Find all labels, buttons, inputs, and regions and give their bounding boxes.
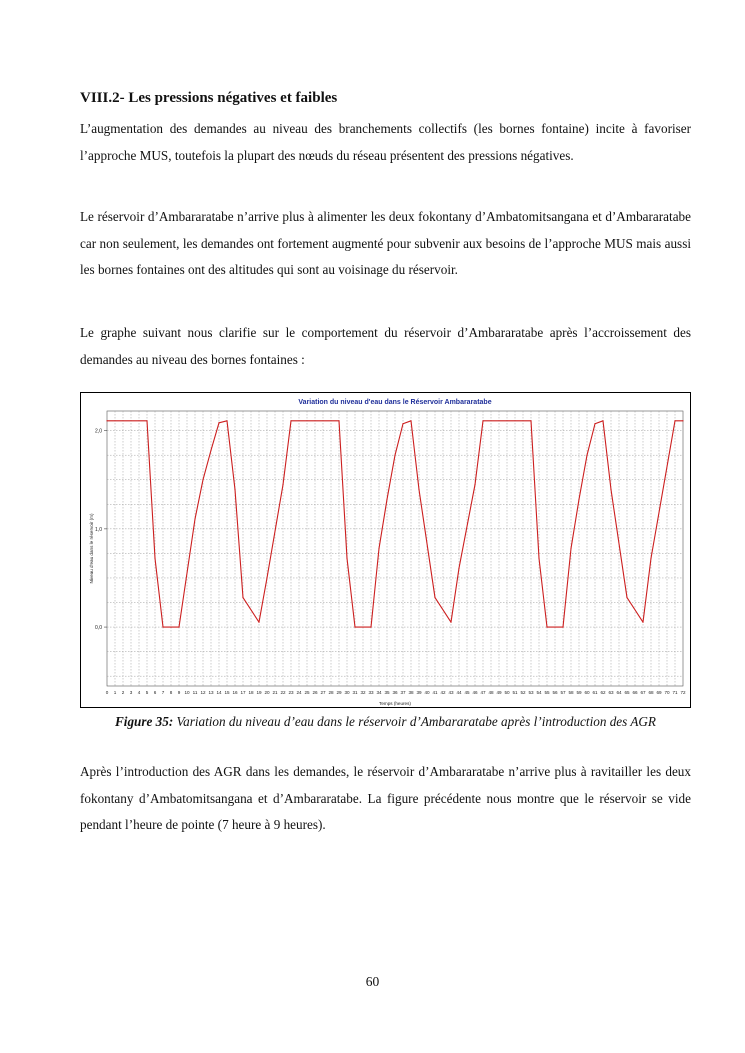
x-tick-label: 36 <box>392 690 398 695</box>
x-tick-label: 51 <box>512 690 518 695</box>
data-point <box>482 420 483 421</box>
water-level-chart <box>81 393 690 707</box>
data-point <box>346 558 347 559</box>
data-point <box>586 455 587 456</box>
x-tick-label: 15 <box>224 690 230 695</box>
y-tick-label: 1,0 <box>95 526 102 533</box>
x-tick-label: 14 <box>216 690 222 695</box>
chart-title: Variation du niveau d'eau dans le Réservoir Ambararatabe <box>298 399 492 406</box>
x-tick-label: 59 <box>576 690 582 695</box>
x-tick-label: 69 <box>656 690 662 695</box>
plot-area <box>107 411 683 686</box>
x-tick-label: 43 <box>448 690 454 695</box>
data-point <box>378 548 379 549</box>
x-tick-label: 20 <box>264 690 270 695</box>
x-tick-label: 71 <box>672 690 678 695</box>
data-point <box>258 622 259 623</box>
x-axis-label: Temps (heures) <box>379 701 411 706</box>
data-point <box>154 558 155 559</box>
data-point <box>234 489 235 490</box>
y-tick-label: 0,0 <box>95 625 102 632</box>
data-point <box>602 420 603 421</box>
x-tick-label: 12 <box>200 690 206 695</box>
x-tick-label: 49 <box>496 690 502 695</box>
x-tick-label: 19 <box>256 690 262 695</box>
x-tick-label: 67 <box>640 690 646 695</box>
x-tick-label: 22 <box>280 690 286 695</box>
data-point <box>434 597 435 598</box>
x-tick-label: 28 <box>328 690 334 695</box>
x-tick-label: 58 <box>568 690 574 695</box>
data-point <box>610 489 611 490</box>
x-tick-label: 72 <box>680 690 686 695</box>
x-tick-label: 27 <box>320 690 326 695</box>
data-point <box>674 420 675 421</box>
paragraph-graph-intro: Le graphe suivant nous clarifie sur le comportement du réservoir d’Ambararatabe après l’accroissement des demandes au niveau des bornes fontaines : <box>80 325 691 367</box>
data-point <box>194 518 195 519</box>
x-tick-label: 0 <box>105 690 109 695</box>
x-tick-label: 44 <box>456 690 462 695</box>
data-point <box>370 626 371 627</box>
figure-label: Figure 35: <box>114 714 174 729</box>
x-tick-label: 2 <box>121 690 125 695</box>
data-point <box>538 558 539 559</box>
x-tick-label: 9 <box>177 690 181 695</box>
x-tick-label: 32 <box>360 690 366 695</box>
x-tick-label: 64 <box>616 690 622 695</box>
y-tick-label: 2,0 <box>95 428 102 435</box>
data-point <box>266 577 267 578</box>
data-point <box>354 626 355 627</box>
data-point <box>402 423 403 424</box>
data-point <box>178 626 179 627</box>
paragraph-conclusion: Après l’introduction des AGR dans les demandes, le réservoir d’Ambararatabe n’arrive plus à ravitailler les deux fokontany d’Ambatomitsangana et d’Ambararatabe. La figure précédente nous montre que le réservoir se vide pendant l’heure de pointe (7 heure à 9 heures). <box>80 764 691 832</box>
x-tick-label: 40 <box>424 690 430 695</box>
paragraph-intro: L’augmentation des demandes au niveau des branchements collectifs (les bornes fontaine) incite à favoriser l’approche MUS, toutefois la plupart des nœuds du réseau présentent des pressions négatives. <box>80 121 691 163</box>
data-point <box>386 499 387 500</box>
x-tick-label: 23 <box>288 690 294 695</box>
page-number: 60 <box>365 974 380 989</box>
x-tick-label: 45 <box>464 690 470 695</box>
x-tick-label: 13 <box>208 690 214 695</box>
x-tick-label: 57 <box>560 690 566 695</box>
x-tick-label: 42 <box>440 690 446 695</box>
x-tick-label: 34 <box>376 690 382 695</box>
data-point <box>106 420 107 421</box>
figure-caption <box>80 713 691 730</box>
data-point <box>474 484 475 485</box>
x-tick-label: 35 <box>384 690 390 695</box>
x-tick-label: 53 <box>528 690 534 695</box>
data-point <box>162 626 163 627</box>
paragraph-reservoir: Le réservoir d’Ambararatabe n’arrive plus à alimenter les deux fokontany d’Ambatomitsangana et d’Ambararatabe car non seulement, les demandes ont fortement augmenté pour subvenir aux besoins de l’approche MUS mais aussi les bornes fontaines ont des altitudes qui sont au voisinage du réservoir. <box>80 209 691 277</box>
data-point <box>170 626 171 627</box>
data-point <box>578 499 579 500</box>
figure-caption-text: Variation du niveau d’eau dans le réservoir d’Ambararatabe après l’introduction des AGR <box>173 714 656 729</box>
x-tick-label: 3 <box>129 690 133 695</box>
x-tick-label: 24 <box>296 690 302 695</box>
data-point <box>682 420 683 421</box>
x-tick-label: 63 <box>608 690 614 695</box>
data-point <box>146 420 147 421</box>
x-tick-label: 52 <box>520 690 526 695</box>
y-axis-label: Niveau d'eau dans le réservoir (m) <box>89 513 94 584</box>
x-tick-label: 8 <box>169 690 173 695</box>
data-point <box>338 420 339 421</box>
data-point <box>202 479 203 480</box>
data-point <box>450 622 451 623</box>
x-tick-label: 46 <box>472 690 478 695</box>
data-point <box>218 422 219 423</box>
x-tick-label: 26 <box>312 690 318 695</box>
x-tick-label: 50 <box>504 690 510 695</box>
data-point <box>650 558 651 559</box>
data-point <box>546 626 547 627</box>
x-tick-label: 21 <box>272 690 278 695</box>
data-point <box>458 568 459 569</box>
x-tick-label: 61 <box>592 690 598 695</box>
x-tick-label: 5 <box>145 690 149 695</box>
data-point <box>290 420 291 421</box>
x-tick-label: 30 <box>344 690 350 695</box>
data-point <box>562 626 563 627</box>
x-tick-label: 10 <box>184 690 190 695</box>
x-tick-label: 33 <box>368 690 374 695</box>
x-tick-label: 56 <box>552 690 558 695</box>
x-tick-label: 17 <box>240 690 246 695</box>
x-tick-label: 47 <box>480 690 486 695</box>
x-tick-label: 62 <box>600 690 606 695</box>
x-tick-label: 29 <box>336 690 342 695</box>
data-point <box>570 548 571 549</box>
x-tick-label: 25 <box>304 690 310 695</box>
data-point <box>594 423 595 424</box>
x-tick-label: 66 <box>632 690 638 695</box>
data-point <box>626 597 627 598</box>
x-tick-label: 65 <box>624 690 630 695</box>
x-tick-label: 68 <box>648 690 654 695</box>
x-tick-label: 4 <box>137 690 141 695</box>
x-tick-label: 11 <box>192 690 198 695</box>
data-point <box>410 420 411 421</box>
data-point <box>530 420 531 421</box>
x-tick-label: 31 <box>352 690 358 695</box>
x-tick-label: 1 <box>113 690 117 695</box>
x-tick-label: 54 <box>536 690 542 695</box>
x-tick-label: 60 <box>584 690 590 695</box>
data-point <box>282 484 283 485</box>
data-point <box>642 622 643 623</box>
data-point <box>418 489 419 490</box>
x-tick-label: 38 <box>408 690 414 695</box>
data-point <box>210 450 211 451</box>
data-point <box>242 597 243 598</box>
x-tick-label: 6 <box>153 690 157 695</box>
data-point <box>394 455 395 456</box>
x-tick-label: 18 <box>248 690 254 695</box>
chart-figure <box>80 392 691 708</box>
x-tick-label: 48 <box>488 690 494 695</box>
section-heading: VIII.2- Les pressions négatives et faibles <box>80 90 338 106</box>
x-tick-label: 41 <box>432 690 438 695</box>
x-tick-label: 16 <box>232 690 238 695</box>
x-tick-label: 70 <box>664 690 670 695</box>
x-tick-label: 7 <box>161 690 165 695</box>
x-tick-label: 37 <box>400 690 406 695</box>
x-tick-label: 55 <box>544 690 550 695</box>
x-tick-label: 39 <box>416 690 422 695</box>
data-point <box>226 420 227 421</box>
